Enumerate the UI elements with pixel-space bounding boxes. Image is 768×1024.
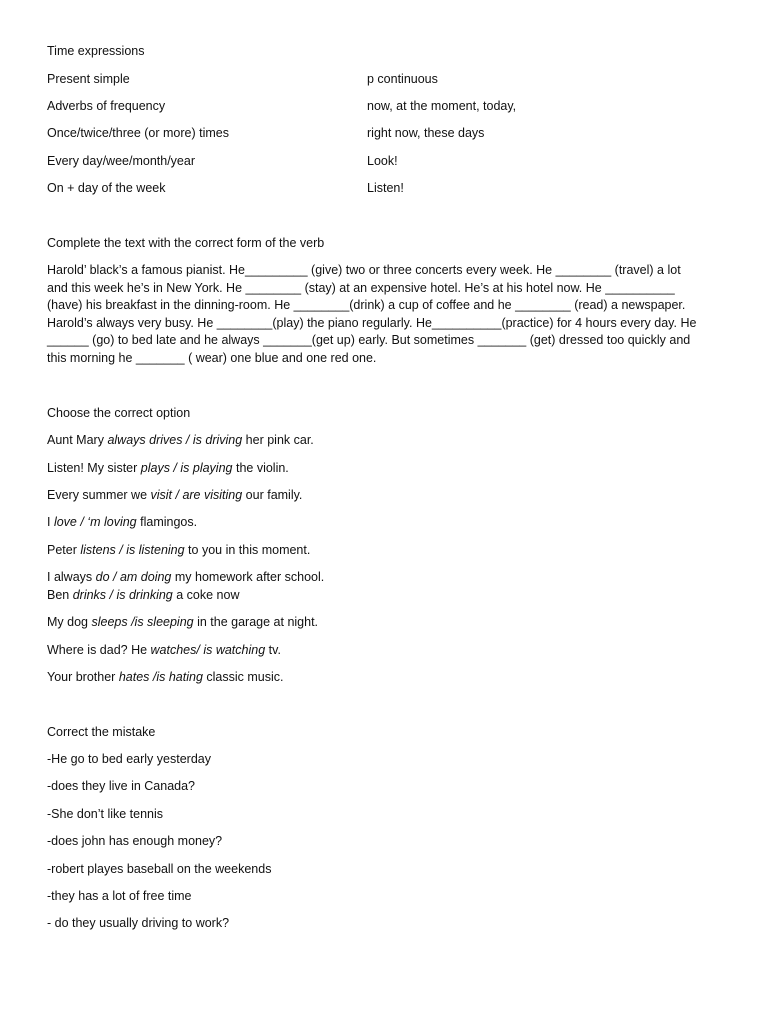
- section-title-complete-text: Complete the text with the correct form of the verb: [47, 236, 325, 250]
- time-expression-left: On + day of the week: [47, 181, 166, 195]
- verb-options: plays / is playing: [140, 461, 233, 475]
- mistake-sentence: -She don’t like tennis: [47, 807, 164, 821]
- choice-sentence: [47, 587, 239, 604]
- verb-options: do / am doing: [95, 570, 172, 584]
- choice-sentence: [47, 569, 324, 586]
- sentence-end: my homework after school.: [171, 570, 325, 584]
- mistake-sentence: -they has a lot of free time: [47, 889, 192, 903]
- mistake-sentence: -does they live in Canada?: [47, 779, 196, 793]
- sentence-start: Your brother: [47, 670, 119, 684]
- choice-sentence: [47, 460, 289, 477]
- verb-options: watches/ is watching: [150, 643, 266, 657]
- section-title-correct-mistake: Correct the mistake: [47, 725, 156, 739]
- sentence-start: I: [47, 515, 54, 529]
- section-title-time-expressions: Time expressions: [47, 44, 145, 58]
- column-header-present-simple: Present simple: [47, 72, 130, 86]
- sentence-start: Every summer we: [47, 488, 151, 502]
- sentence-end: classic music.: [202, 670, 284, 684]
- choice-sentence: [47, 542, 310, 559]
- paragraph-line: ______ (go) to bed late and he always _______(get up) early. But sometimes _______ (get) dressed too quickly and: [47, 333, 691, 348]
- verb-options: sleeps /is sleeping: [91, 615, 194, 629]
- paragraph-line: Harold’s always very busy. He ________(play) the piano regularly. He__________(practice) for 4 hours every day. He: [47, 315, 697, 330]
- sentence-end: her pink car.: [242, 433, 314, 447]
- verb-options: love / ‘m loving: [53, 515, 137, 529]
- time-expression-right: now, at the moment, today,: [367, 99, 517, 113]
- sentence-start: Ben: [47, 588, 73, 602]
- sentence-start: Where is dad? He: [47, 643, 151, 657]
- time-expression-left: Once/twice/three (or more) times: [47, 126, 229, 140]
- mistake-sentence: -He go to bed early yesterday: [47, 752, 211, 766]
- sentence-start: Listen! My sister: [47, 461, 141, 475]
- choice-sentence: [47, 669, 283, 686]
- sentence-start: Aunt Mary: [47, 433, 108, 447]
- choice-sentence: [47, 487, 302, 504]
- choice-sentence: [47, 432, 314, 449]
- mistake-sentence: -does john has enough money?: [47, 834, 223, 848]
- paragraph-line: this morning he _______ ( wear) one blue and one red one.: [47, 350, 377, 365]
- choice-sentence: [47, 642, 281, 659]
- verb-options: always drives / is driving: [107, 433, 243, 447]
- verb-options: drinks / is drinking: [72, 588, 173, 602]
- time-expression-left: Every day/wee/month/year: [47, 154, 195, 168]
- mistake-sentence: -robert playes baseball on the weekends: [47, 862, 272, 876]
- time-expression-right: Look!: [367, 154, 398, 168]
- verb-options: visit / are visiting: [150, 488, 243, 502]
- sentence-end: a coke now: [172, 588, 240, 602]
- fill-in-paragraph: [47, 262, 723, 368]
- time-expression-right: Listen!: [367, 181, 404, 195]
- paragraph-line: Harold’ black’s a famous pianist. He_________ (give) two or three concerts every week. He ________ (travel) a lot: [47, 263, 681, 277]
- sentence-start: I always: [47, 570, 96, 584]
- sentence-start: My dog: [47, 615, 92, 629]
- time-expression-right: right now, these days: [367, 126, 485, 140]
- sentence-end: the violin.: [232, 461, 289, 475]
- mistake-sentence: - do they usually driving to work?: [47, 916, 230, 930]
- sentence-end: tv.: [265, 643, 281, 657]
- choice-sentence: [47, 514, 197, 531]
- sentence-end: to you in this moment.: [184, 543, 311, 557]
- time-expression-left: Adverbs of frequency: [47, 99, 166, 113]
- verb-options: hates /is hating: [118, 670, 203, 684]
- sentence-start: Peter: [47, 543, 81, 557]
- section-title-choose-option: Choose the correct option: [47, 406, 191, 420]
- choice-sentence: [47, 614, 318, 631]
- sentence-end: flamingos.: [136, 515, 198, 529]
- sentence-end: in the garage at night.: [193, 615, 319, 629]
- sentence-end: our family.: [242, 488, 303, 502]
- paragraph-line: (have) his breakfast in the dinning-room. He ________(drink) a cup of coffee and he ________ (read) a newspaper.: [47, 298, 686, 313]
- paragraph-line: and this week he’s in New York. He ________ (stay) at an expensive hotel. He’s at his hotel now. He __________: [47, 280, 675, 295]
- column-header-present-continuous: p continuous: [367, 72, 438, 86]
- verb-options: listens / is listening: [80, 543, 185, 557]
